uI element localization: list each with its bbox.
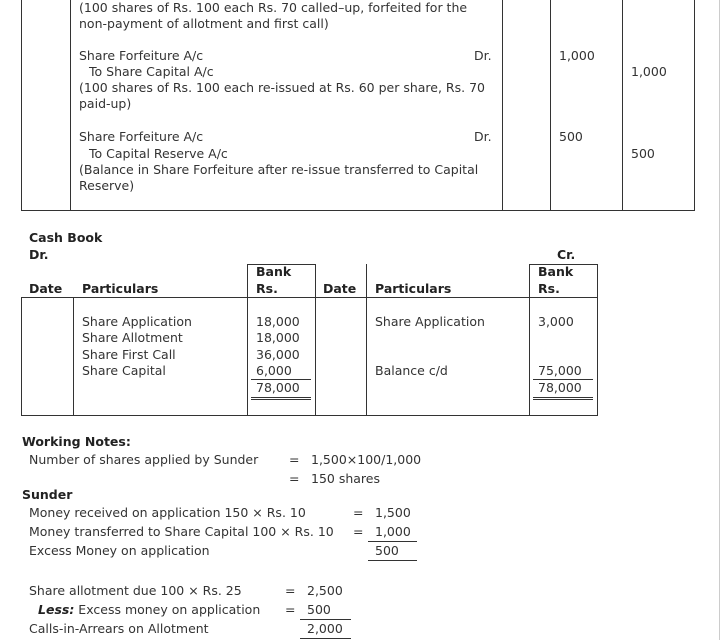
entry3-narration-line2: Reserve) bbox=[79, 178, 135, 193]
header-bank-cr: Bank bbox=[538, 264, 574, 279]
arrears-label: Calls-in-Arrears on Allotment bbox=[29, 621, 209, 636]
excess-label: Excess Money on application bbox=[29, 543, 210, 558]
cashbook-border-bottom bbox=[21, 415, 598, 416]
journal-border-left bbox=[21, 0, 22, 211]
header-date-cr: Date bbox=[323, 281, 357, 296]
entry3-debit-account: Share Forfeiture A/c bbox=[79, 129, 204, 144]
less-text: Excess money on application bbox=[74, 602, 261, 617]
cash-book-cr-label: Cr. bbox=[557, 247, 576, 262]
debit-amount: 18,000 bbox=[256, 330, 300, 345]
cashbook-col-divider bbox=[247, 264, 248, 416]
cashbook-border-left bbox=[21, 297, 22, 416]
sunder-title: Sunder bbox=[22, 487, 73, 502]
debit-amount: 6,000 bbox=[256, 363, 292, 378]
entry3-dr: Dr. bbox=[474, 129, 492, 144]
page-edge bbox=[719, 0, 720, 640]
less-label: Less: bbox=[38, 602, 75, 617]
cashbook-col-divider bbox=[366, 264, 367, 416]
entry2-debit-amount: 1,000 bbox=[559, 48, 595, 63]
entry2-dr: Dr. bbox=[474, 48, 492, 63]
equals-sign: = bbox=[353, 505, 364, 520]
shares-result: 150 shares bbox=[311, 471, 380, 486]
cashbook-col-divider bbox=[529, 264, 530, 416]
entry1-narration-line1: (100 shares of Rs. 100 each Rs. 70 called–up, forfeited for the bbox=[79, 0, 468, 15]
excess-rule-bottom bbox=[368, 560, 417, 561]
working-notes-title: Working Notes: bbox=[22, 434, 131, 449]
entry2-credit-amount: 1,000 bbox=[631, 64, 667, 79]
header-rs-dr: Rs. bbox=[256, 281, 278, 296]
allotment-due-value: 2,500 bbox=[307, 583, 343, 598]
debit-item: Share First Call bbox=[82, 347, 176, 362]
cashbook-col-divider bbox=[315, 264, 316, 416]
debit-item: Share Application bbox=[82, 314, 192, 329]
equals-sign: = bbox=[289, 471, 300, 486]
equals-sign: = bbox=[285, 602, 296, 617]
debit-amount: 36,000 bbox=[256, 347, 300, 362]
equals-sign: = bbox=[353, 524, 364, 539]
credit-amount: 75,000 bbox=[538, 363, 582, 378]
header-particulars-dr: Particulars bbox=[82, 281, 159, 296]
debit-total-underline bbox=[251, 397, 311, 398]
journal-col-divider bbox=[502, 0, 503, 211]
credit-amount: 3,000 bbox=[538, 314, 574, 329]
excess-rule-top bbox=[368, 541, 417, 542]
arrears-value: 2,000 bbox=[307, 621, 343, 636]
cashbook-col-divider bbox=[73, 297, 74, 416]
arrears-rule-top bbox=[300, 619, 351, 620]
less-value: 500 bbox=[307, 602, 331, 617]
journal-col-divider bbox=[622, 0, 623, 211]
header-rs-cr: Rs. bbox=[538, 281, 560, 296]
credit-item: Share Application bbox=[375, 314, 485, 329]
header-date-dr: Date bbox=[29, 281, 63, 296]
credit-total-underline bbox=[533, 397, 593, 398]
entry2-narration-line1: (100 shares of Rs. 100 each re-issued at Rs. 60 per share, Rs. 70 bbox=[79, 80, 485, 95]
entry3-narration-line1: (Balance in Share Forfeiture after re-issue transferred to Capital bbox=[79, 162, 479, 177]
entry3-debit-amount: 500 bbox=[559, 129, 583, 144]
money-received-label: Money received on application 150 × Rs. 10 bbox=[29, 505, 306, 520]
journal-border-bottom bbox=[21, 210, 695, 211]
cashbook-header-line bbox=[21, 297, 598, 298]
equals-sign: = bbox=[285, 583, 296, 598]
credit-total: 78,000 bbox=[538, 380, 582, 395]
excess-value: 500 bbox=[375, 543, 399, 558]
debit-amount: 18,000 bbox=[256, 314, 300, 329]
money-transferred-label: Money transferred to Share Capital 100 × Rs. 10 bbox=[29, 524, 334, 539]
money-transferred-value: 1,000 bbox=[375, 524, 411, 539]
credit-total-double-underline bbox=[533, 399, 593, 400]
cashbook-border-right bbox=[597, 264, 598, 416]
arrears-rule-bottom bbox=[300, 638, 351, 639]
cash-book-title: Cash Book bbox=[29, 230, 103, 245]
journal-col-divider bbox=[70, 0, 71, 211]
entry1-narration-line2: non-payment of allotment and first call) bbox=[79, 16, 329, 31]
journal-col-divider bbox=[550, 0, 551, 211]
debit-item: Share Allotment bbox=[82, 330, 183, 345]
entry2-credit-account: To Share Capital A/c bbox=[89, 64, 214, 79]
equals-sign: = bbox=[289, 452, 300, 467]
entry3-credit-account: To Capital Reserve A/c bbox=[89, 146, 228, 161]
shares-formula: 1,500×100/1,000 bbox=[311, 452, 422, 467]
credit-item: Balance c/d bbox=[375, 363, 448, 378]
header-particulars-cr: Particulars bbox=[375, 281, 452, 296]
cash-book-dr-label: Dr. bbox=[29, 247, 49, 262]
entry3-credit-amount: 500 bbox=[631, 146, 655, 161]
less-line bbox=[38, 602, 260, 618]
entry2-narration-line2: paid-up) bbox=[79, 96, 132, 111]
debit-total-double-underline bbox=[251, 399, 311, 400]
debit-total: 78,000 bbox=[256, 380, 300, 395]
entry2-debit-account: Share Forfeiture A/c bbox=[79, 48, 204, 63]
journal-border-right bbox=[694, 0, 695, 211]
debit-item: Share Capital bbox=[82, 363, 166, 378]
allotment-due-label: Share allotment due 100 × Rs. 25 bbox=[29, 583, 242, 598]
shares-applied-label: Number of shares applied by Sunder bbox=[29, 452, 259, 467]
header-bank-dr: Bank bbox=[256, 264, 292, 279]
money-received-value: 1,500 bbox=[375, 505, 411, 520]
